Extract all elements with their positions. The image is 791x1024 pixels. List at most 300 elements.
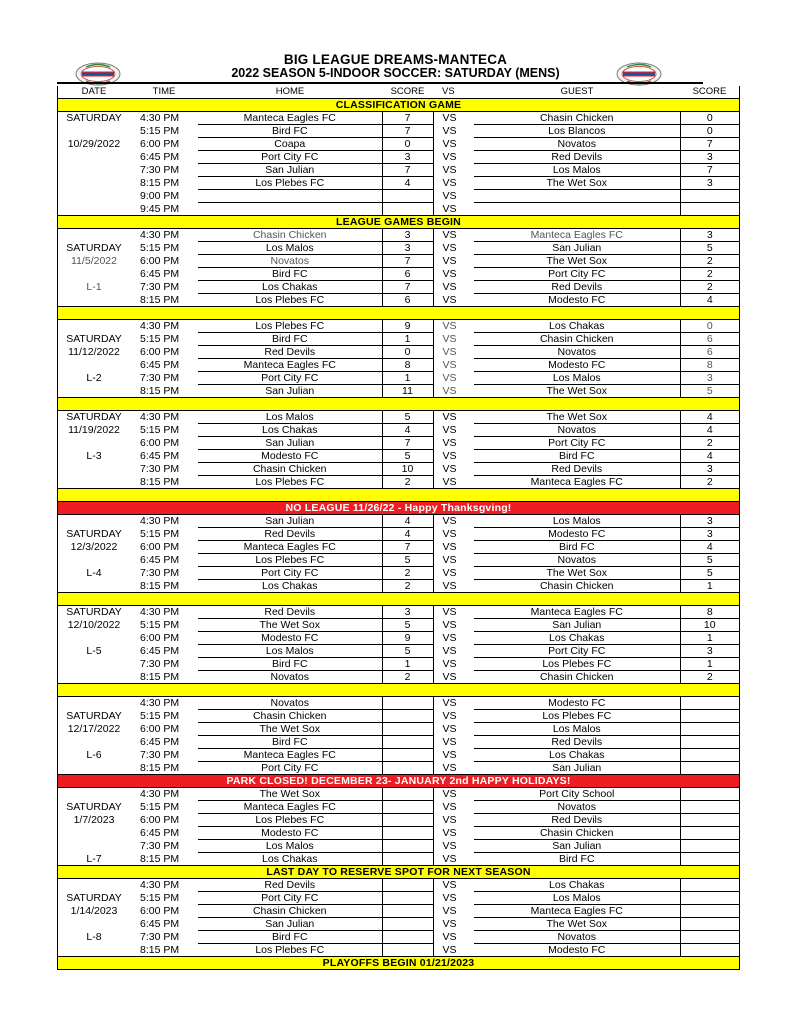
guest-team-cell: Novatos bbox=[474, 138, 680, 151]
vs-cell: VS bbox=[442, 801, 457, 813]
section-divider bbox=[58, 489, 740, 502]
vs-cell: VS bbox=[442, 554, 457, 566]
section-divider bbox=[58, 684, 740, 697]
date-cell: L-2 bbox=[86, 372, 102, 384]
guest-team-cell: The Wet Sox bbox=[474, 918, 680, 931]
guest-team-cell: San Julian bbox=[474, 619, 680, 632]
date-cell: SATURDAY bbox=[66, 112, 122, 125]
vs-cell: VS bbox=[442, 450, 457, 462]
home-score-cell: 3 bbox=[382, 606, 433, 619]
guest-score-cell bbox=[680, 736, 740, 749]
game-row bbox=[58, 125, 740, 138]
guest-score-cell bbox=[680, 749, 740, 762]
date-cell: 10/29/2022 bbox=[67, 138, 121, 150]
guest-score-cell: 3 bbox=[680, 528, 740, 541]
home-team-cell: Port City FC bbox=[198, 892, 382, 905]
guest-team-cell: Chasin Chicken bbox=[474, 580, 680, 593]
home-team-cell: Bird FC bbox=[198, 736, 382, 749]
home-score-cell: 1 bbox=[382, 372, 433, 385]
game-row bbox=[58, 944, 740, 957]
guest-score-cell bbox=[680, 788, 740, 801]
divider-cell bbox=[58, 307, 740, 320]
vs-cell: VS bbox=[442, 541, 457, 553]
banner-text: PLAYOFFS BEGIN 01/21/2023 bbox=[58, 957, 740, 970]
time-cell: 6:45 PM bbox=[140, 359, 180, 371]
home-team-cell: Manteca Eagles FC bbox=[198, 112, 382, 125]
guest-score-cell: 5 bbox=[680, 242, 740, 255]
guest-score-cell: 10 bbox=[680, 619, 740, 632]
date-cell bbox=[58, 697, 131, 710]
guest-score-cell: 7 bbox=[680, 164, 740, 177]
home-team-cell: San Julian bbox=[198, 515, 382, 528]
home-team-cell: Manteca Eagles FC bbox=[198, 749, 382, 762]
guest-team-cell: Red Devils bbox=[474, 151, 680, 164]
game-row bbox=[58, 788, 740, 801]
vs-cell: VS bbox=[442, 384, 457, 397]
date-cell bbox=[58, 918, 131, 931]
vs-cell: VS bbox=[442, 528, 457, 540]
vs-cell: VS bbox=[442, 424, 457, 436]
date-cell bbox=[58, 294, 131, 307]
guest-team-cell: Los Chakas bbox=[474, 632, 680, 645]
home-score-cell: 3 bbox=[382, 151, 433, 164]
home-score-cell: 4 bbox=[382, 528, 433, 541]
col-home-score: SCORE bbox=[382, 86, 433, 99]
game-row bbox=[58, 853, 740, 866]
guest-score-cell: 5 bbox=[680, 567, 740, 580]
guest-team-cell: San Julian bbox=[474, 840, 680, 853]
home-score-cell bbox=[382, 931, 433, 944]
game-row bbox=[58, 905, 740, 918]
vs-cell: VS bbox=[442, 515, 457, 528]
guest-team-cell: Los Chakas bbox=[474, 879, 680, 892]
home-score-cell: 4 bbox=[382, 424, 433, 437]
page-title: BIG LEAGUE DREAMS-MANTECA bbox=[283, 52, 508, 67]
guest-team-cell: The Wet Sox bbox=[474, 177, 680, 190]
time-cell: 5:15 PM bbox=[140, 619, 180, 631]
vs-cell: VS bbox=[442, 840, 457, 852]
guest-team-cell: Novatos bbox=[474, 801, 680, 814]
home-team-cell: Modesto FC bbox=[198, 632, 382, 645]
banner-text: LEAGUE GAMES BEGIN bbox=[58, 216, 740, 229]
home-team-cell: Los Chakas bbox=[198, 424, 382, 437]
game-row bbox=[58, 580, 740, 593]
guest-score-cell: 4 bbox=[680, 294, 740, 307]
date-cell bbox=[58, 840, 131, 853]
game-row bbox=[58, 541, 740, 554]
home-team-cell: Novatos bbox=[198, 255, 382, 268]
game-row bbox=[58, 463, 740, 476]
guest-team-cell: Modesto FC bbox=[474, 359, 680, 372]
home-team-cell: San Julian bbox=[198, 385, 382, 398]
home-team-cell: Los Malos bbox=[198, 411, 382, 424]
vs-cell: VS bbox=[442, 333, 457, 345]
home-score-cell: 6 bbox=[382, 268, 433, 281]
home-team-cell: Los Plebes FC bbox=[198, 294, 382, 307]
banner-row bbox=[58, 866, 740, 879]
vs-cell: VS bbox=[442, 670, 457, 683]
vs-cell: VS bbox=[442, 606, 457, 619]
time-cell: 5:15 PM bbox=[140, 424, 180, 436]
date-cell: SATURDAY bbox=[66, 333, 122, 345]
guest-score-cell: 0 bbox=[680, 320, 740, 333]
guest-team-cell: San Julian bbox=[474, 762, 680, 775]
vs-cell: VS bbox=[442, 827, 457, 839]
date-cell bbox=[58, 190, 131, 203]
home-score-cell: 11 bbox=[382, 385, 433, 398]
home-team-cell: The Wet Sox bbox=[198, 788, 382, 801]
date-cell bbox=[58, 632, 131, 645]
home-score-cell: 5 bbox=[382, 450, 433, 463]
banner-text: CLASSIFICATION GAME bbox=[58, 99, 740, 112]
time-cell: 6:45 PM bbox=[140, 918, 180, 930]
guest-team-cell: Chasin Chicken bbox=[474, 112, 680, 125]
guest-score-cell bbox=[680, 801, 740, 814]
guest-score-cell: 6 bbox=[680, 333, 740, 346]
game-row bbox=[58, 177, 740, 190]
home-team-cell: Red Devils bbox=[198, 606, 382, 619]
game-row bbox=[58, 476, 740, 489]
home-score-cell: 2 bbox=[382, 671, 433, 684]
home-score-cell bbox=[382, 814, 433, 827]
vs-cell: VS bbox=[442, 229, 457, 242]
guest-team-cell: Chasin Chicken bbox=[474, 671, 680, 684]
schedule-body bbox=[58, 99, 740, 970]
vs-cell: VS bbox=[442, 879, 457, 892]
game-row bbox=[58, 242, 740, 255]
home-score-cell bbox=[382, 788, 433, 801]
section-divider bbox=[58, 593, 740, 606]
guest-score-cell bbox=[680, 203, 740, 216]
divider-cell bbox=[58, 398, 740, 411]
home-team-cell: Los Plebes FC bbox=[198, 944, 382, 957]
time-cell: 4:30 PM bbox=[140, 606, 180, 619]
home-score-cell: 9 bbox=[382, 632, 433, 645]
guest-score-cell bbox=[680, 814, 740, 827]
col-guest: GUEST bbox=[474, 86, 680, 99]
time-cell: 4:30 PM bbox=[140, 112, 180, 125]
time-cell: 4:30 PM bbox=[140, 697, 180, 710]
game-row bbox=[58, 658, 740, 671]
date-cell bbox=[58, 268, 131, 281]
guest-team-cell: Novatos bbox=[474, 931, 680, 944]
date-cell bbox=[58, 203, 131, 216]
game-row bbox=[58, 827, 740, 840]
vs-cell: VS bbox=[442, 164, 457, 176]
date-cell bbox=[58, 437, 131, 450]
date-cell bbox=[58, 736, 131, 749]
guest-score-cell: 3 bbox=[680, 229, 740, 242]
home-team-cell: Red Devils bbox=[198, 346, 382, 359]
home-score-cell: 4 bbox=[382, 515, 433, 528]
game-row bbox=[58, 528, 740, 541]
home-team-cell: Chasin Chicken bbox=[198, 229, 382, 242]
guest-score-cell: 8 bbox=[680, 359, 740, 372]
time-cell: 8:15 PM bbox=[140, 579, 180, 592]
time-cell: 4:30 PM bbox=[140, 879, 180, 892]
guest-team-cell: Los Malos bbox=[474, 723, 680, 736]
date-cell bbox=[58, 476, 131, 489]
game-row bbox=[58, 710, 740, 723]
guest-score-cell: 2 bbox=[680, 437, 740, 450]
date-cell: L-3 bbox=[86, 450, 102, 462]
guest-team-cell: Bird FC bbox=[474, 541, 680, 554]
guest-team-cell: Port City FC bbox=[474, 268, 680, 281]
time-cell: 8:15 PM bbox=[140, 384, 180, 397]
guest-score-cell: 2 bbox=[680, 281, 740, 294]
home-team-cell: Los Chakas bbox=[198, 281, 382, 294]
guest-score-cell: 5 bbox=[680, 385, 740, 398]
time-cell: 6:45 PM bbox=[140, 268, 180, 280]
vs-cell: VS bbox=[442, 151, 457, 163]
home-team-cell: Modesto FC bbox=[198, 827, 382, 840]
date-cell bbox=[58, 671, 131, 684]
vs-cell: VS bbox=[442, 320, 457, 333]
home-score-cell bbox=[382, 736, 433, 749]
time-cell: 7:30 PM bbox=[140, 567, 180, 579]
home-team-cell: Manteca Eagles FC bbox=[198, 359, 382, 372]
guest-score-cell: 0 bbox=[680, 125, 740, 138]
home-score-cell bbox=[382, 892, 433, 905]
vs-cell: VS bbox=[442, 411, 457, 424]
home-score-cell: 3 bbox=[382, 242, 433, 255]
date-cell bbox=[58, 944, 131, 957]
home-team-cell: Los Plebes FC bbox=[198, 554, 382, 567]
home-team-cell: Port City FC bbox=[198, 762, 382, 775]
home-score-cell bbox=[382, 853, 433, 866]
date-cell: SATURDAY bbox=[66, 892, 122, 904]
home-team-cell: Chasin Chicken bbox=[198, 463, 382, 476]
col-guest-score: SCORE bbox=[680, 86, 740, 99]
guest-team-cell: Los Blancos bbox=[474, 125, 680, 138]
home-score-cell: 7 bbox=[382, 437, 433, 450]
game-row bbox=[58, 333, 740, 346]
guest-team-cell: Manteca Eagles FC bbox=[474, 606, 680, 619]
guest-team-cell bbox=[474, 203, 680, 216]
game-row bbox=[58, 112, 740, 125]
guest-team-cell: Port City School bbox=[474, 788, 680, 801]
guest-team-cell: Los Malos bbox=[474, 515, 680, 528]
guest-team-cell bbox=[474, 190, 680, 203]
vs-cell: VS bbox=[442, 658, 457, 670]
banner-text: PARK CLOSED! DECEMBER 23- JANUARY 2nd HAPPY HOLIDAYS! bbox=[58, 775, 740, 788]
home-score-cell: 9 bbox=[382, 320, 433, 333]
time-cell: 8:15 PM bbox=[140, 293, 180, 306]
game-row bbox=[58, 567, 740, 580]
game-row bbox=[58, 671, 740, 684]
guest-team-cell: Red Devils bbox=[474, 463, 680, 476]
home-team-cell: The Wet Sox bbox=[198, 619, 382, 632]
banner-text: LAST DAY TO RESERVE SPOT FOR NEXT SEASON bbox=[58, 866, 740, 879]
game-row bbox=[58, 203, 740, 216]
time-cell: 8:15 PM bbox=[140, 852, 180, 865]
home-team-cell: Chasin Chicken bbox=[198, 710, 382, 723]
vs-cell: VS bbox=[442, 346, 457, 358]
home-score-cell: 5 bbox=[382, 554, 433, 567]
home-team-cell: Port City FC bbox=[198, 151, 382, 164]
guest-score-cell: 0 bbox=[680, 112, 740, 125]
home-team-cell: Coapa bbox=[198, 138, 382, 151]
guest-score-cell: 7 bbox=[680, 138, 740, 151]
guest-team-cell: Red Devils bbox=[474, 814, 680, 827]
guest-score-cell bbox=[680, 931, 740, 944]
banner-row bbox=[58, 99, 740, 112]
guest-team-cell: The Wet Sox bbox=[474, 385, 680, 398]
guest-score-cell bbox=[680, 762, 740, 775]
time-cell: 6:00 PM bbox=[140, 814, 180, 826]
time-cell: 5:15 PM bbox=[140, 892, 180, 904]
game-row bbox=[58, 190, 740, 203]
guest-score-cell bbox=[680, 723, 740, 736]
home-team-cell: Novatos bbox=[198, 697, 382, 710]
home-score-cell: 5 bbox=[382, 619, 433, 632]
time-cell: 4:30 PM bbox=[140, 515, 180, 528]
home-team-cell: San Julian bbox=[198, 164, 382, 177]
time-cell: 8:15 PM bbox=[140, 943, 180, 956]
vs-cell: VS bbox=[442, 437, 457, 449]
game-row bbox=[58, 294, 740, 307]
game-row bbox=[58, 723, 740, 736]
home-team-cell: Los Plebes FC bbox=[198, 320, 382, 333]
date-cell bbox=[58, 762, 131, 775]
game-row bbox=[58, 281, 740, 294]
date-cell: 11/5/2022 bbox=[71, 255, 117, 267]
guest-score-cell: 3 bbox=[680, 645, 740, 658]
date-cell bbox=[58, 320, 131, 333]
guest-team-cell: Novatos bbox=[474, 346, 680, 359]
date-cell bbox=[58, 359, 131, 372]
vs-cell: VS bbox=[442, 723, 457, 735]
game-row bbox=[58, 346, 740, 359]
game-row bbox=[58, 762, 740, 775]
vs-cell: VS bbox=[442, 293, 457, 306]
game-row bbox=[58, 931, 740, 944]
date-cell bbox=[58, 151, 131, 164]
vs-cell: VS bbox=[442, 242, 457, 254]
date-cell bbox=[58, 879, 131, 892]
date-cell bbox=[58, 554, 131, 567]
date-cell bbox=[58, 164, 131, 177]
col-date: DATE bbox=[58, 86, 131, 99]
time-cell: 9:45 PM bbox=[140, 202, 180, 215]
guest-score-cell bbox=[680, 840, 740, 853]
vs-cell: VS bbox=[442, 918, 457, 930]
home-score-cell bbox=[382, 840, 433, 853]
guest-team-cell: The Wet Sox bbox=[474, 411, 680, 424]
banner-row bbox=[58, 502, 740, 515]
date-cell: 11/19/2022 bbox=[68, 424, 120, 436]
time-cell: 7:30 PM bbox=[140, 372, 180, 384]
home-score-cell: 0 bbox=[382, 138, 433, 151]
vs-cell: VS bbox=[442, 202, 457, 215]
guest-team-cell: Los Malos bbox=[474, 892, 680, 905]
time-cell: 5:15 PM bbox=[140, 125, 180, 137]
guest-score-cell: 1 bbox=[680, 580, 740, 593]
home-score-cell bbox=[382, 203, 433, 216]
date-cell: L-1 bbox=[86, 281, 102, 293]
guest-team-cell: Bird FC bbox=[474, 450, 680, 463]
home-team-cell: Red Devils bbox=[198, 528, 382, 541]
game-row bbox=[58, 892, 740, 905]
guest-score-cell bbox=[680, 710, 740, 723]
time-cell: 7:30 PM bbox=[140, 463, 180, 475]
guest-team-cell: Los Chakas bbox=[474, 749, 680, 762]
game-row bbox=[58, 840, 740, 853]
home-team-cell: Bird FC bbox=[198, 931, 382, 944]
game-row bbox=[58, 320, 740, 333]
game-row bbox=[58, 138, 740, 151]
game-row bbox=[58, 749, 740, 762]
guest-team-cell: Modesto FC bbox=[474, 944, 680, 957]
date-cell bbox=[58, 177, 131, 190]
guest-team-cell: Manteca Eagles FC bbox=[474, 476, 680, 489]
home-score-cell: 7 bbox=[382, 541, 433, 554]
date-cell: 12/17/2022 bbox=[67, 723, 121, 735]
date-cell bbox=[58, 229, 131, 242]
home-score-cell: 10 bbox=[382, 463, 433, 476]
game-row bbox=[58, 450, 740, 463]
home-score-cell bbox=[382, 918, 433, 931]
time-cell: 6:00 PM bbox=[140, 346, 180, 358]
home-score-cell bbox=[382, 944, 433, 957]
home-team-cell: Los Chakas bbox=[198, 853, 382, 866]
guest-score-cell: 4 bbox=[680, 411, 740, 424]
column-header-row bbox=[58, 86, 740, 99]
home-team-cell bbox=[198, 190, 382, 203]
time-cell: 5:15 PM bbox=[140, 528, 180, 540]
home-score-cell bbox=[382, 905, 433, 918]
vs-cell: VS bbox=[442, 463, 457, 475]
vs-cell: VS bbox=[442, 892, 457, 904]
guest-score-cell: 3 bbox=[680, 515, 740, 528]
date-cell: SATURDAY bbox=[66, 242, 122, 254]
date-cell: SATURDAY bbox=[66, 710, 122, 722]
time-cell: 6:00 PM bbox=[140, 723, 180, 735]
time-cell: 6:00 PM bbox=[140, 437, 180, 449]
guest-team-cell: Red Devils bbox=[474, 736, 680, 749]
home-score-cell bbox=[382, 801, 433, 814]
vs-cell: VS bbox=[442, 619, 457, 631]
section-divider bbox=[58, 398, 740, 411]
date-cell: SATURDAY bbox=[66, 801, 122, 813]
game-row bbox=[58, 619, 740, 632]
col-time: TIME bbox=[130, 86, 198, 99]
vs-cell: VS bbox=[442, 359, 457, 371]
time-cell: 6:45 PM bbox=[140, 151, 180, 163]
home-score-cell bbox=[382, 190, 433, 203]
home-team-cell: San Julian bbox=[198, 918, 382, 931]
home-team-cell: Los Chakas bbox=[198, 580, 382, 593]
date-cell: L-4 bbox=[86, 567, 102, 579]
guest-score-cell: 5 bbox=[680, 554, 740, 567]
home-score-cell: 0 bbox=[382, 346, 433, 359]
guest-team-cell: Port City FC bbox=[474, 645, 680, 658]
guest-score-cell: 2 bbox=[680, 476, 740, 489]
guest-score-cell: 2 bbox=[680, 255, 740, 268]
date-cell: SATURDAY bbox=[66, 528, 122, 540]
game-row bbox=[58, 736, 740, 749]
home-team-cell: Red Devils bbox=[198, 879, 382, 892]
time-cell: 6:00 PM bbox=[140, 541, 180, 553]
game-row bbox=[58, 424, 740, 437]
time-cell: 5:15 PM bbox=[140, 801, 180, 813]
guest-score-cell: 6 bbox=[680, 346, 740, 359]
vs-cell: VS bbox=[442, 852, 457, 865]
guest-score-cell bbox=[680, 892, 740, 905]
guest-score-cell bbox=[680, 944, 740, 957]
date-cell: L-6 bbox=[86, 749, 102, 761]
guest-score-cell: 3 bbox=[680, 372, 740, 385]
